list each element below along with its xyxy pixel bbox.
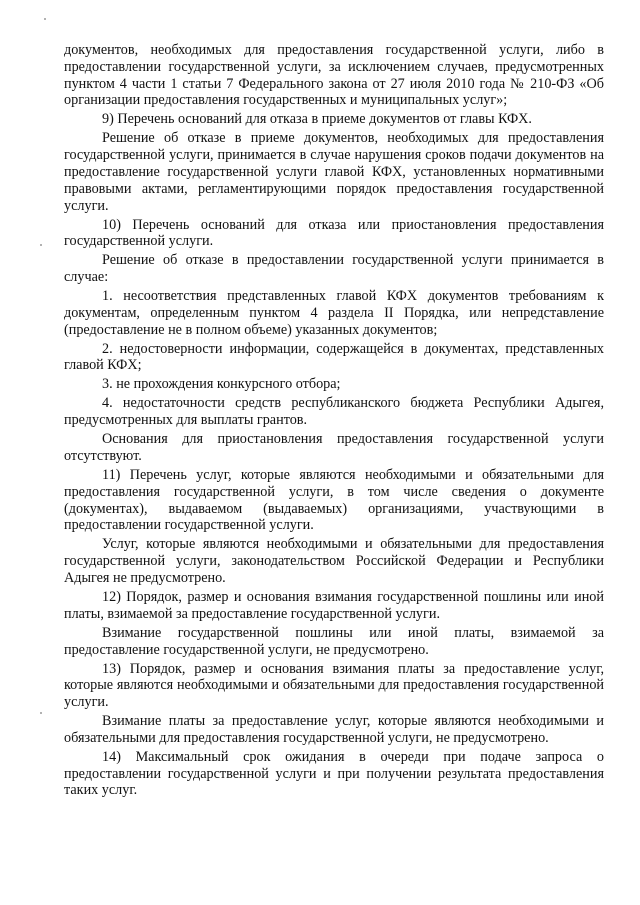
paragraph: Решение об отказе в предоставлении государственной услуги принимается в случае: (64, 252, 604, 286)
paragraph: Основания для приостановления предоставления государственной услуги отсутствуют. (64, 431, 604, 465)
section-heading-13: 13) Порядок, размер и основания взимания платы за предоставление услуг, которые являются необходимыми и обязательными для предоставления государственной услуги. (64, 660, 604, 711)
document-body (64, 42, 604, 801)
section-heading-9: 9) Перечень оснований для отказа в приеме документов от главы КФХ. (102, 111, 532, 128)
scan-artifact-mark (44, 18, 46, 20)
list-item: 2. недостоверности информации, содержащейся в документах, представленных главой КФХ; (64, 340, 604, 374)
section-heading-10: 10) Перечень оснований для отказа или приостановления предоставления государственной услуги. (64, 216, 604, 250)
paragraph: Взимание платы за предоставление услуг, которые являются необходимыми и обязательными для предоставления государственной услуги, не предусмотрено. (64, 713, 604, 746)
list-item: 1. несоответствия представленных главой КФХ документов требованиям к документам, определенным пунктом 4 раздела II Порядка, или непредставление (предоставление не в полном объеме) указанных документов; (64, 288, 604, 338)
section-heading-11: 11) Перечень услуг, которые являются необходимыми и обязательными для предоставления государственной услуги, в том числе сведения о документе (документах), выдаваемом (выдаваемых) организациями, участвующими в предоставлении государственной услуги. (64, 467, 604, 534)
section-heading-14: 14) Максимальный срок ожидания в очереди при подаче запроса о предоставлении государственной услуги и при получении результата предоставления таких услуг. (64, 748, 604, 799)
scan-artifact-mark (40, 712, 42, 714)
list-item: 3. не прохождения конкурсного отбора; (102, 376, 341, 393)
scan-artifact-mark (40, 244, 42, 246)
paragraph: Решение об отказе в приеме документов, необходимых для предоставления государственной услуги, принимается в случае нарушения сроков подачи документов на предоставление государственной услуги главой КФХ, установленных нормативными правовыми актами, регламентирующими порядок предоставления государственной услуги. (64, 130, 604, 214)
section-heading-12: 12) Порядок, размер и основания взимания государственной пошлины или иной платы, взимаемой за предоставление государственной услуги. (64, 588, 604, 622)
paragraph: Взимание государственной пошлины или иной платы, взимаемой за предоставление государственной услуги, не предусмотрено. (64, 624, 604, 658)
list-item: 4. недостаточности средств республиканского бюджета Республики Адыгея, предусмотренных для выплаты грантов. (64, 395, 604, 429)
paragraph: Услуг, которые являются необходимыми и обязательными для предоставления государственной услуги, законодательством Российской Федерации и Республики Адыгея не предусмотрено. (64, 536, 604, 586)
paragraph-continuation: документов, необходимых для предоставления государственной услуги, либо в предоставлении государственной услуги, за исключением случаев, предусмотренных пунктом 4 части 1 статьи 7 Федерального закона от 27 июля 2010 года № 210-ФЗ «Об организации предоставления государственных и муниципальных услуг»; (64, 42, 604, 109)
